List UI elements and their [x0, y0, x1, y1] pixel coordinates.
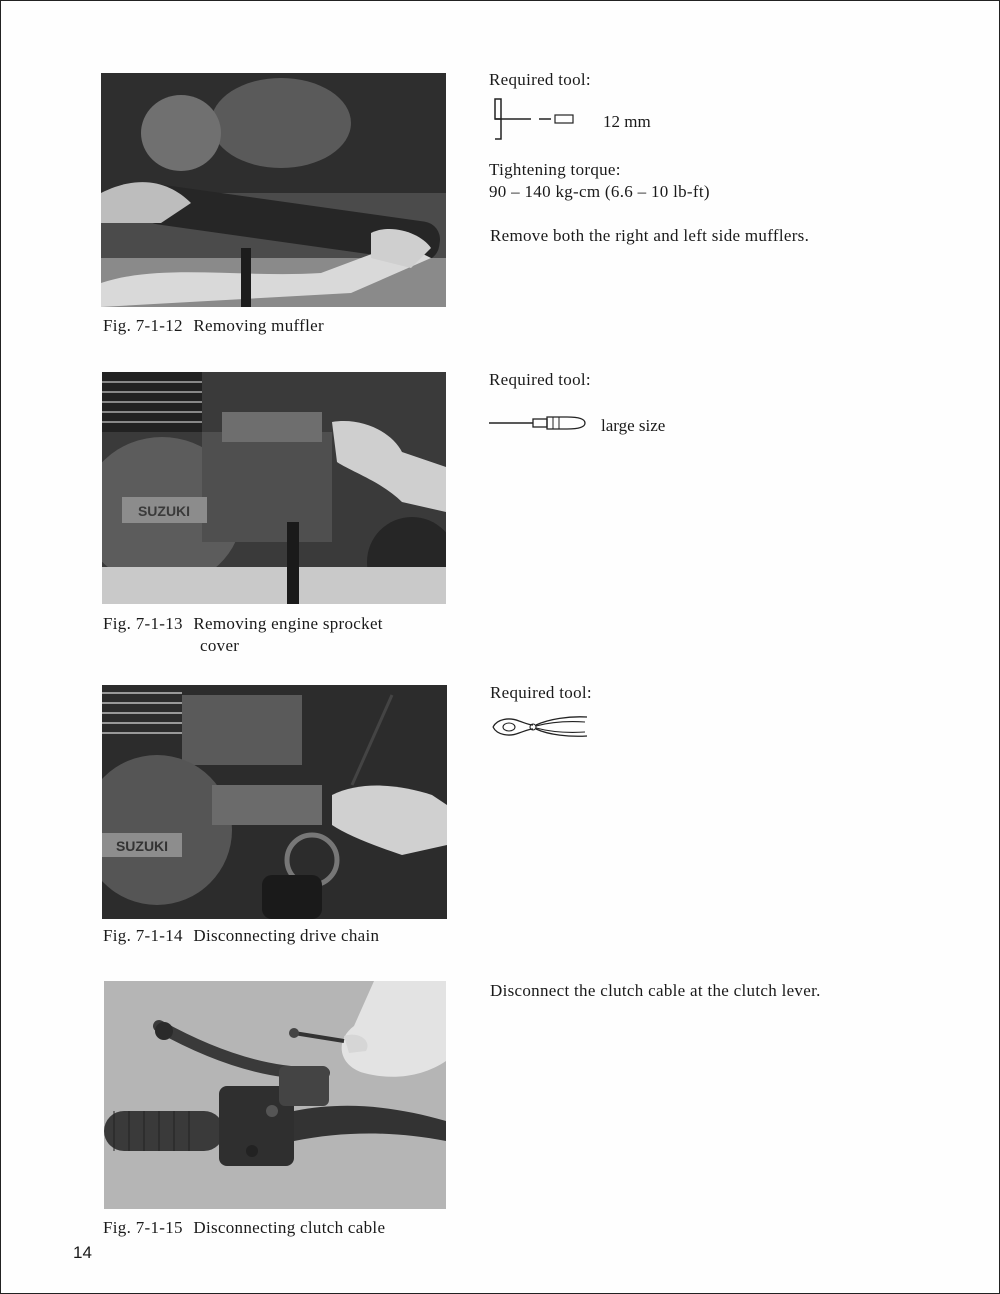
figure-label: Fig.	[103, 316, 132, 335]
instruction-text: Remove both the right and left side mufflers.	[490, 226, 810, 245]
photo-logo-text: SUZUKI	[137, 503, 191, 519]
tool-size-label: 12 mm	[603, 111, 651, 131]
figure-number: 7-1-15	[135, 1218, 183, 1237]
page-number: 14	[73, 1243, 92, 1262]
figure-title-continued: cover	[200, 636, 240, 655]
pliers-icon	[489, 713, 591, 746]
figure-title: Disconnecting drive chain	[193, 926, 380, 945]
torque-value: 90 – 140 kg-cm (6.6 – 10 lb-ft)	[489, 182, 710, 201]
figure-caption	[103, 1217, 385, 1239]
figure-caption	[103, 925, 379, 947]
figure-title: Removing muffler	[193, 316, 324, 335]
photo-removing-muffler	[101, 73, 446, 307]
required-tool-heading: Required tool:	[489, 70, 591, 89]
torque-heading: Tightening torque:	[489, 160, 621, 179]
photo-logo-text: SUZUKI	[115, 838, 169, 854]
tool-row	[491, 97, 651, 146]
photo-disconnecting-clutch-cable	[104, 981, 446, 1209]
tool-size-label: large size	[601, 415, 666, 435]
figure-number: 7-1-12	[135, 316, 183, 335]
figure-label: Fig.	[103, 614, 132, 633]
required-tool-heading: Required tool:	[490, 683, 592, 702]
figure-title: Removing engine sprocket	[193, 614, 383, 633]
figure-number: 7-1-13	[135, 614, 183, 633]
figure-title: Disconnecting clutch cable	[193, 1218, 386, 1237]
photo-removing-sprocket-cover	[102, 372, 446, 604]
photo-disconnecting-drive-chain	[102, 685, 447, 919]
figure-caption	[103, 315, 324, 337]
instruction-text: Disconnect the clutch cable at the clutch lever.	[490, 981, 821, 1000]
tool-row	[489, 713, 591, 746]
required-tool-heading: Required tool:	[489, 370, 591, 389]
tool-row	[489, 411, 665, 440]
t-handle-wrench-icon	[491, 97, 581, 146]
screwdriver-icon	[489, 411, 587, 440]
figure-label: Fig.	[103, 926, 132, 945]
figure-caption	[103, 613, 383, 657]
figure-label: Fig.	[103, 1218, 132, 1237]
figure-number: 7-1-14	[135, 926, 183, 945]
